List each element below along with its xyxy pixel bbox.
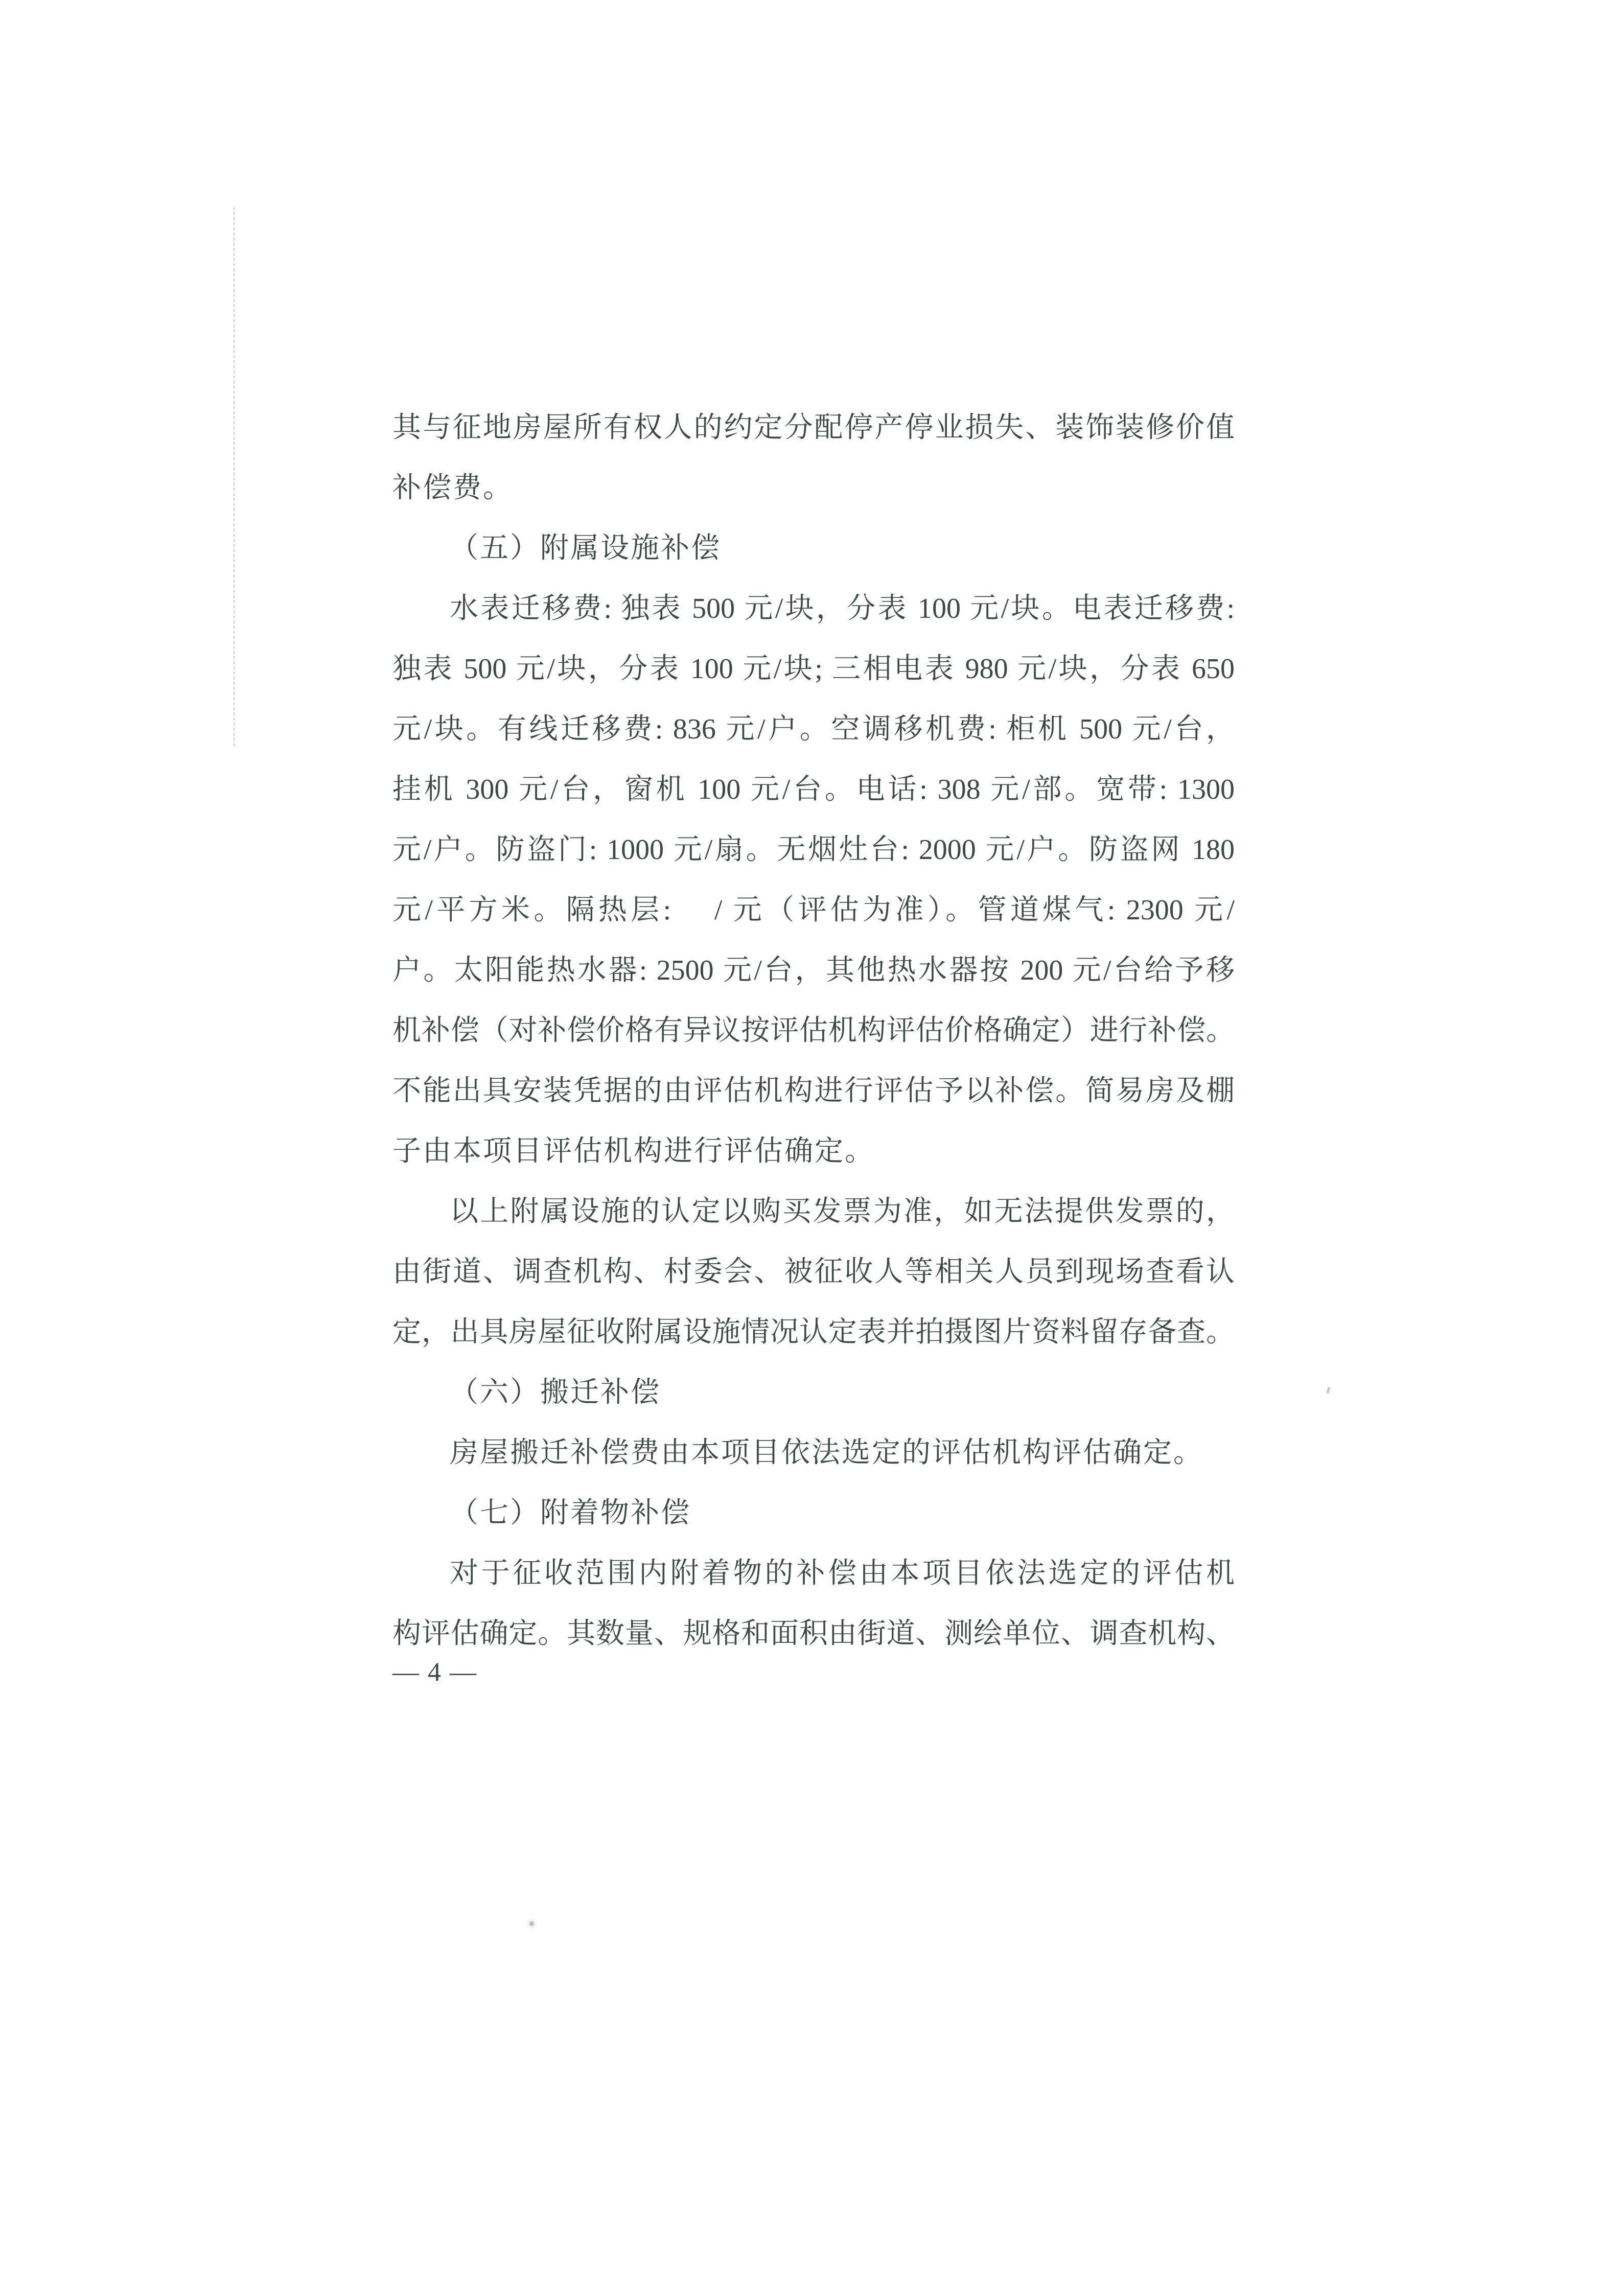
text-line-3: （五）附属设施补偿 bbox=[450, 532, 721, 564]
text-line-9: 元/平方米。隔热层: / 元（评估为准）。管道煤气: 2300 元/ bbox=[392, 894, 1235, 926]
text-line-15: 由街道、调查机构、村委会、被征收人等相关人员到现场查看认 bbox=[392, 1256, 1235, 1288]
text-line-7: 挂机 300 元/台，窗机 100 元/台。电话: 308 元/部。宽带: 1300 bbox=[392, 774, 1235, 805]
text-line-21: 构评估确定。其数量、规格和面积由街道、测绘单位、调查机构、 bbox=[392, 1618, 1235, 1650]
text-line-5: 独表 500 元/块，分表 100 元/块; 三相电表 980 元/块，分表 650 bbox=[392, 653, 1235, 685]
text-line-13: 子由本项目评估机构进行评估确定。 bbox=[392, 1135, 875, 1167]
text-line-20: 对于征收范围内附着物的补偿由本项目依法选定的评估机 bbox=[450, 1558, 1235, 1589]
page-number: — 4 — bbox=[392, 1658, 477, 1687]
text-line-19: （七）附着物补偿 bbox=[450, 1497, 691, 1529]
text-line-12: 不能出具安装凭据的由评估机构进行评估予以补偿。简易房及棚 bbox=[392, 1075, 1235, 1107]
document-text-block bbox=[392, 398, 1235, 1664]
text-line-4: 水表迁移费: 独表 500 元/块，分表 100 元/块。电表迁移费: bbox=[450, 593, 1235, 624]
text-line-18: 房屋搬迁补偿费由本项目依法选定的评估机构评估确定。 bbox=[450, 1437, 1203, 1469]
text-line-10: 户。太阳能热水器: 2500 元/台，其他热水器按 200 元/台给予移 bbox=[392, 955, 1235, 986]
scan-speck bbox=[529, 1921, 534, 1926]
text-line-11: 机补偿（对补偿价格有异议按评估机构评估价格确定）进行补偿。 bbox=[392, 1015, 1235, 1047]
text-line-17: （六）搬迁补偿 bbox=[450, 1377, 661, 1408]
text-line-2: 补偿费。 bbox=[392, 472, 513, 504]
scanner-artifact-line bbox=[234, 207, 235, 746]
text-line-8: 元/户。防盗门: 1000 元/扇。无烟灶台: 2000 元/户。防盗网 180 bbox=[392, 834, 1235, 866]
text-line-16: 定，出具房屋征收附属设施情况认定表并拍摄图片资料留存备查。 bbox=[392, 1316, 1235, 1348]
text-line-6: 元/块。有线迁移费: 836 元/户。空调移机费: 柜机 500 元/台， bbox=[392, 713, 1235, 745]
scan-speck bbox=[1327, 1387, 1331, 1394]
text-line-1: 其与征地房屋所有权人的约定分配停产停业损失、装饰装修价值 bbox=[392, 412, 1235, 444]
text-line-14: 以上附属设施的认定以购买发票为准，如无法提供发票的， bbox=[450, 1196, 1235, 1227]
